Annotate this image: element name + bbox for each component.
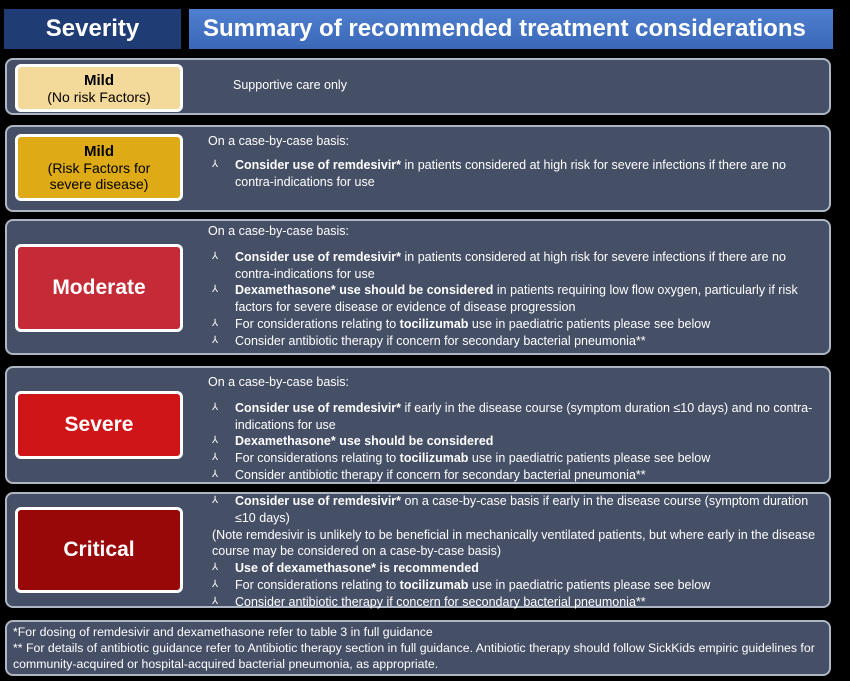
badge-moderate [15,244,183,332]
bullet-list [208,400,822,484]
bullet-text: in patients requiring low flow oxygen, particularly if risk factors for severe disease or evidence of disease progression [235,283,798,315]
bullet-text: For considerations relating to [235,451,400,466]
bullet-bold: tocilizumab [399,316,469,331]
badge-severe [15,391,183,459]
badge-title: Critical [63,538,135,561]
badge-subtitle-line2: severe disease) [49,176,149,192]
bullet-text: use in paediatric patients please see below [468,316,711,331]
badge-subtitle-line1: (Risk Factors for [47,160,151,176]
bullet-text: on a case-by-case basis if early in the disease course (symptom duration ≤10 days) [235,494,809,525]
row-intro: On a case-by-case basis: [208,134,350,148]
badge-mild-risk [15,134,183,201]
badge-title: Mild [84,71,114,89]
bullet-bold: tocilizumab [399,577,469,592]
bullet-text: Consider antibiotic therapy if concern for secondary bacterial pneumonia** [235,594,646,609]
arrowhead-bullet-icon: ⅄ [212,334,219,346]
badge-critical [15,507,183,593]
bullet-text: if early in the disease course (symptom duration ≤10 days) and no contra-indications for use [235,400,813,432]
row-moderate [5,219,831,355]
bullet-text: use in paediatric patients please see below [468,577,711,592]
summary-header-label: Summary of recommended treatment considerations [203,15,806,42]
row-mild-no-risk [5,58,831,115]
arrowhead-bullet-icon: ⅄ [212,595,219,607]
list-item [208,333,816,350]
summary-header [189,9,833,49]
bullet-text: in patients considered at high risk for severe infections if there are no contra-indications for use [235,249,786,281]
list-item [208,450,822,467]
row-severe [5,366,831,484]
list-item [208,560,822,577]
bullet-list [208,493,822,527]
list-item [208,249,816,283]
list-item [208,467,822,484]
badge-title: Moderate [52,276,146,299]
row-content [208,223,816,350]
arrowhead-bullet-icon: ⅄ [212,578,219,590]
arrowhead-bullet-icon: ⅄ [212,250,219,262]
row-critical [5,492,831,608]
badge-title: Mild [84,143,114,160]
arrowhead-bullet-icon: ⅄ [212,158,219,170]
bullet-bold: Use of dexamethasone* is recommended [235,561,479,576]
bullet-text: Consider antibiotic therapy if concern for secondary bacterial pneumonia** [235,467,646,482]
arrowhead-bullet-icon: ⅄ [212,562,219,574]
bullet-bold: Dexamethasone* use should be considered [235,434,494,449]
arrowhead-bullet-icon: ⅄ [212,317,219,329]
bullet-list [208,157,808,191]
footnote-1: *For dosing of remdesivir and dexamethasone refer to table 3 in full guidance [13,625,433,639]
bullet-bold: Consider use of remdesivir* [235,494,402,508]
list-item [208,157,808,191]
footnotes [5,620,831,676]
arrowhead-bullet-icon: ⅄ [212,401,219,413]
bullet-bold: Dexamethasone* use should be considered [235,283,494,298]
row-intro: On a case-by-case basis: [208,375,350,389]
severity-header-label: Severity [45,15,140,42]
bullet-bold: Consider use of remdesivir* [235,249,402,264]
bullet-list [208,560,822,610]
row-content [208,133,808,190]
arrowhead-bullet-icon: ⅄ [212,284,219,296]
row-intro: On a case-by-case basis: [208,224,350,238]
bullet-bold: Consider use of remdesivir* [235,157,402,172]
arrowhead-bullet-icon: ⅄ [212,495,219,506]
arrowhead-bullet-icon: ⅄ [212,452,219,464]
row-mild-risk [5,125,831,212]
badge-subtitle: (No risk Factors) [47,88,151,105]
footnote-2: ** For details of antibiotic guidance refer to Antibiotic therapy section in full guidance. Antibiotic therapy should follow SickKids empiric guidelines for community-acquired or hospital-acquired bacterial pneumonia, as appropriate. [13,641,815,671]
list-item [208,316,816,333]
badge-title: Severe [64,413,134,436]
row-text: Supportive care only [233,78,347,92]
bullet-text: For considerations relating to [235,577,400,592]
bullet-bold: Consider use of remdesivir* [235,400,402,415]
row-content [233,77,347,94]
badge-mild-no-risk [15,64,183,112]
list-item [208,433,822,450]
arrowhead-bullet-icon: ⅄ [212,435,219,447]
severity-header [4,9,181,49]
bullet-text: Consider antibiotic therapy if concern for secondary bacterial pneumonia** [235,333,646,348]
row-content [208,493,822,611]
list-item [208,282,816,316]
list-item [208,400,822,434]
bullet-bold: tocilizumab [399,451,469,466]
bullet-text: use in paediatric patients please see below [468,451,711,466]
list-item [208,594,822,611]
critical-note: (Note remdesivir is unlikely to be beneficial in mechanically ventilated patients, but where early in the disease course may be considered on a case-by-case basis) [212,527,816,559]
bullet-text: in patients considered at high risk for severe infections if there are no contra-indications for use [235,157,786,189]
row-content [208,374,822,484]
list-item [208,577,822,594]
list-item [208,493,822,527]
bullet-list [208,249,816,350]
bullet-text: For considerations relating to [235,316,400,331]
arrowhead-bullet-icon: ⅄ [212,468,219,480]
